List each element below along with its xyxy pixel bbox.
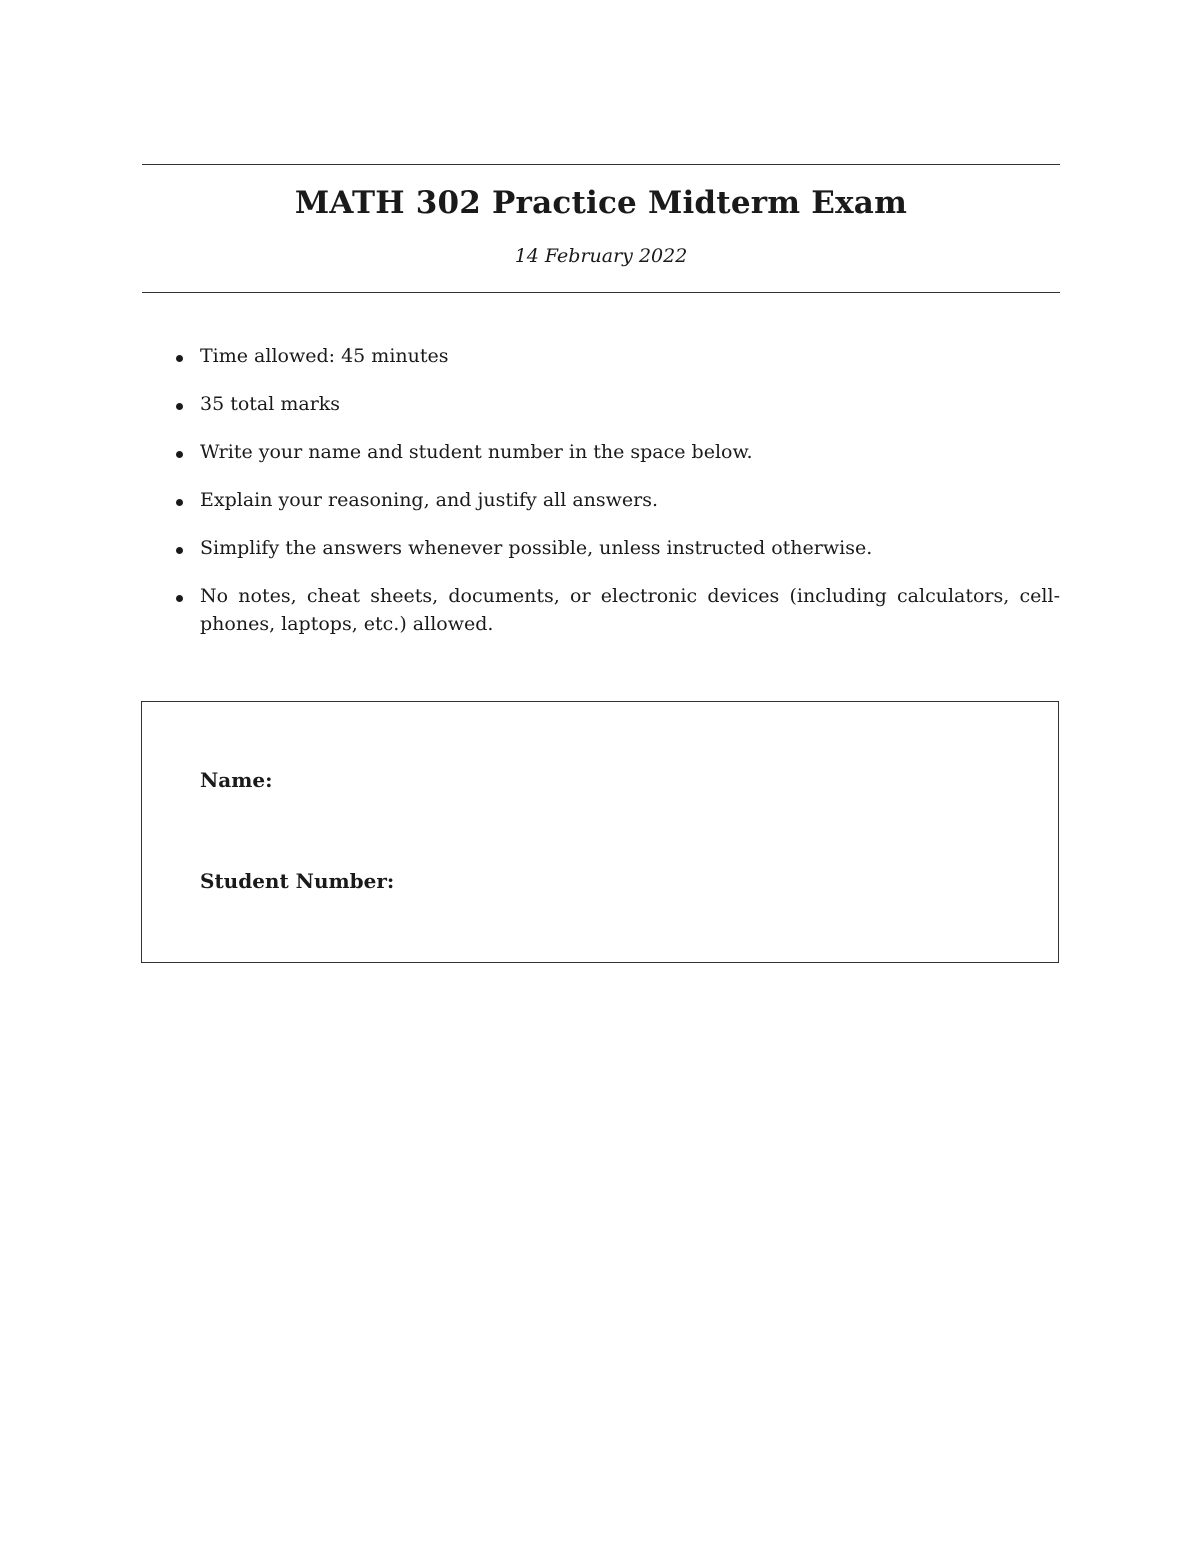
- header-bottom-rule: [142, 292, 1060, 293]
- instruction-text: Simplify the answers whenever possible, unless instructed otherwise.: [200, 537, 873, 559]
- instruction-text: No notes, cheat sheets, documents, or electronic devices (including calculators, cell-phones, laptops, etc.) allowed.: [200, 585, 1060, 635]
- page-title: MATH 302 Practice Midterm Exam: [294, 185, 908, 221]
- list-item: [142, 486, 1060, 514]
- bullet-icon: [176, 595, 183, 602]
- header-top-rule: [142, 164, 1060, 165]
- instructions-list: [142, 342, 1060, 658]
- student-number-label: Student Number:: [200, 869, 395, 893]
- bullet-icon: [176, 547, 183, 554]
- instruction-text: Write your name and student number in the space below.: [200, 441, 753, 463]
- bullet-icon: [176, 403, 183, 410]
- bullet-icon: [176, 355, 183, 362]
- list-item: [142, 342, 1060, 370]
- list-item: [142, 534, 1060, 562]
- bullet-icon: [176, 451, 183, 458]
- student-id-box: [141, 701, 1059, 963]
- list-item: [142, 438, 1060, 466]
- bullet-icon: [176, 499, 183, 506]
- list-item: [142, 582, 1060, 638]
- instruction-text: Time allowed: 45 minutes: [200, 345, 449, 367]
- exam-date: 14 February 2022: [514, 245, 688, 267]
- instruction-text: Explain your reasoning, and justify all answers.: [200, 489, 659, 511]
- name-label: Name:: [200, 768, 273, 792]
- list-item: [142, 390, 1060, 418]
- instruction-text: 35 total marks: [200, 393, 341, 415]
